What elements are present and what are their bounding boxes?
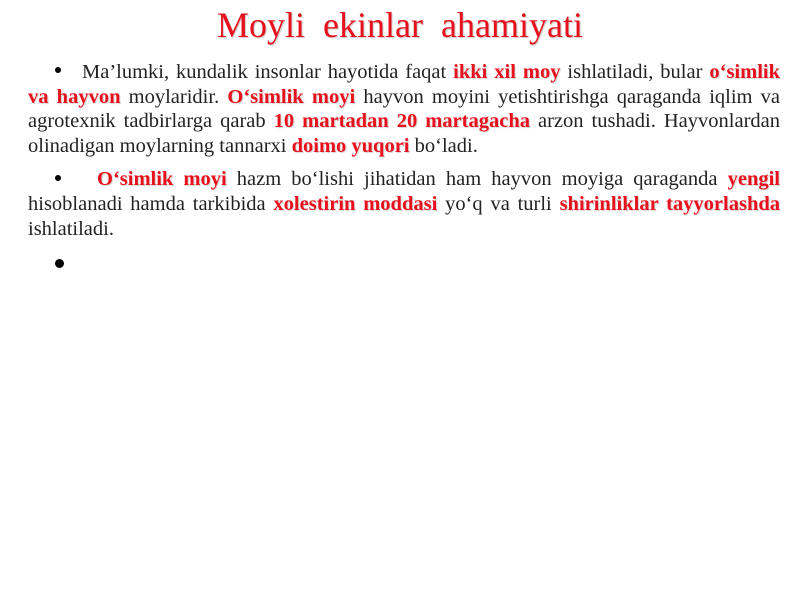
highlight-text: O‘simlik moyi	[97, 168, 227, 191]
text-segment: hisoblanadi hamda tarkibida	[28, 192, 274, 215]
highlight-text: 10 martadan 20 martagacha	[273, 110, 530, 133]
bullet-item-2	[28, 167, 780, 241]
highlight-text: yengil	[727, 168, 780, 191]
text-segment: bo‘ladi.	[409, 134, 478, 157]
slide-title: Moyli ekinlar ahamiyati	[217, 5, 583, 45]
text-segment: ishlatiladi.	[28, 217, 114, 240]
bullet-icon	[55, 259, 64, 268]
text-segment: hayvon moyini yetishtirishga qaraganda iqlim va agrotexnik tadbirlarga qarab	[28, 85, 781, 133]
text-segment: hazm bo‘lishi jihatidan ham hayvon moyiga qaraganda	[226, 168, 728, 191]
highlight-text: doimo yuqori	[291, 134, 410, 157]
text-segment: Ma’lumki, kundalik insonlar hayotida faqat	[82, 61, 454, 83]
bullet-item-1	[28, 60, 780, 158]
highlight-text: shirinliklar tayyorlashda	[559, 192, 780, 215]
bullet-list	[28, 60, 780, 285]
text-segment: moylaridir.	[120, 85, 228, 108]
highlight-text: o‘simlik va hayvon	[28, 61, 780, 108]
highlight-text: xolestirin moddasi	[273, 192, 438, 215]
bullet-item-3	[28, 250, 780, 276]
bullet-icon	[55, 175, 61, 181]
text-segment: arzon tushadi. Hayvonlardan olinadigan moylarning tannarxi	[28, 110, 781, 157]
highlight-text: ikki xil moy	[453, 61, 561, 83]
highlight-text: O‘simlik moyi	[227, 85, 356, 108]
text-segment: ishlatiladi, bular	[560, 61, 710, 83]
bullet-icon	[55, 67, 61, 73]
text-segment: yo‘q va turli	[437, 192, 560, 215]
